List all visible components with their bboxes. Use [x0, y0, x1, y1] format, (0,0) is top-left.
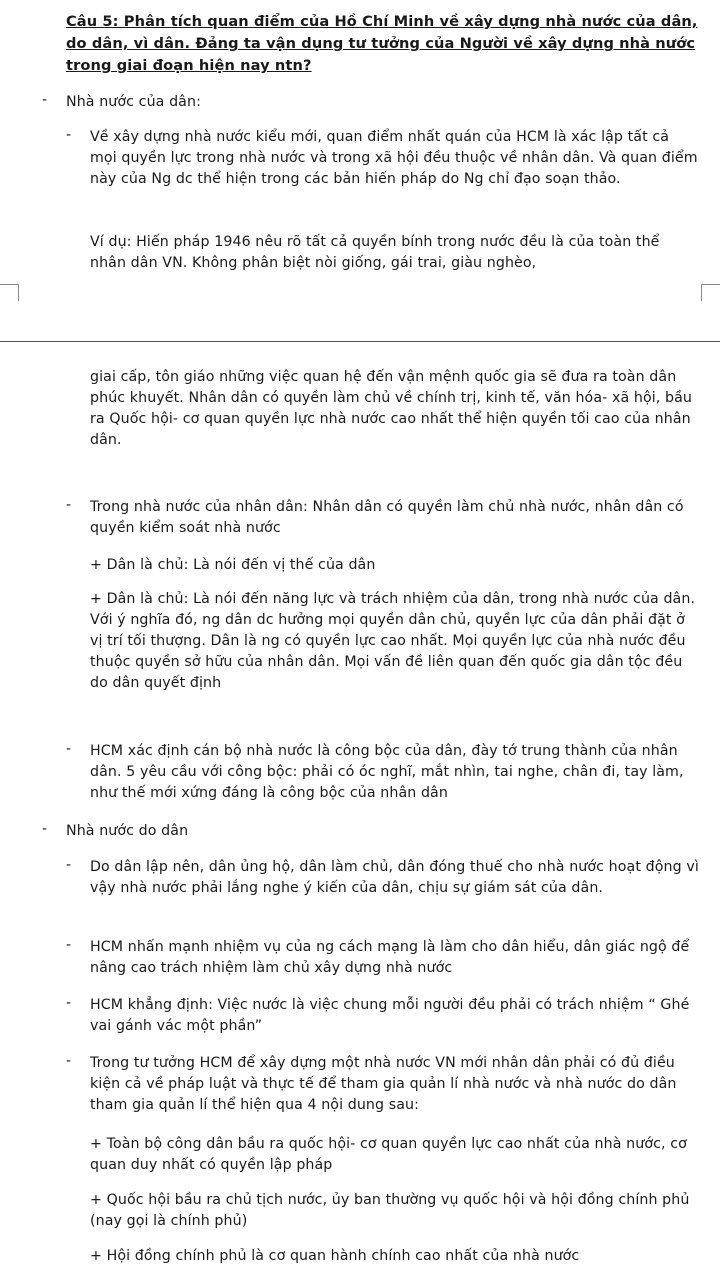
- paragraph: + Toàn bộ công dân bầu ra quốc hội- cơ quan quyền lực cao nhất của nhà nước, cơ quan duy nhất có quyền lập pháp: [90, 1136, 687, 1173]
- page-separator: [0, 341, 720, 342]
- paragraph: + Dân là chủ: Là nói đến vị thế của dân: [90, 557, 376, 573]
- bullet-dash: -: [66, 1053, 72, 1069]
- section-heading-do-dan: Nhà nước do dân: [66, 823, 189, 839]
- bullet-dash: -: [66, 995, 72, 1011]
- paragraph: HCM khẳng định: Việc nước là việc chung mỗi người đều phải có trách nhiệm “ Ghé vai gánh vác một phần”: [90, 997, 690, 1034]
- bullet-dash: -: [66, 497, 72, 513]
- question-title: Câu 5: Phân tích quan điểm của Hồ Chí Minh về xây dựng nhà nước của dân, do dân, vì dân. Đảng ta vận dụng tư tưởng của Người về xây dựng nhà nước trong giai đoạn hiện nay ntn?: [66, 13, 698, 74]
- paragraph-example: Ví dụ: Hiến pháp 1946 nêu rõ tất cả quyền bính trong nước đều là của toàn thể nhân dân VN. Không phân biệt nòi giống, gái trai, giàu nghèo,: [90, 234, 660, 271]
- paragraph: HCM xác định cán bộ nhà nước là công bộc của dân, đày tớ trung thành của nhân dân. 5 yêu cầu với công bộc: phải có óc nghĩ, mắt nhìn, tai nghe, chân đi, tay làm, như thế mới xứng đáng là công bộc của nhân dân: [90, 743, 684, 801]
- page-corner-mark: [0, 284, 19, 301]
- paragraph: HCM nhấn mạnh nhiệm vụ của ng cách mạng là làm cho dân hiểu, dân giác ngộ để nâng cao trách nhiệm làm chủ xây dựng nhà nước: [90, 939, 690, 976]
- page-gap: [0, 300, 720, 360]
- bullet-dash: -: [42, 821, 48, 837]
- document-page-2: [0, 360, 720, 1280]
- paragraph: Trong nhà nước của nhân dân: Nhân dân có quyền làm chủ nhà nước, nhân dân có quyền kiểm soát nhà nước: [90, 499, 684, 536]
- bullet-dash: -: [66, 127, 72, 143]
- paragraph: Về xây dựng nhà nước kiểu mới, quan điểm nhất quán của HCM là xác lập tất cả mọi quyền lực trong nhà nước và trong xã hội đều thuộc về nhân dân. Và quan điểm này của Ng dc thể hiện trong các bản hiến pháp do Ng chỉ đạo soạn thảo.: [90, 129, 698, 187]
- paragraph: + Dân là chủ: Là nói đến năng lực và trách nhiệm của dân, trong nhà nước của dân. Với ý nghĩa đó, ng dân dc hưởng mọi quyền dân chủ, quyền lực của dân phải đặt ở vị trí tối thượng. Dân là ng có quyền lực cao nhất. Mọi quyền lực của nhà nước đều thuộc quyền sở hữu của nhân dân. Mọi vấn đề liên quan đến quốc gia dân tộc đều do dân quyết định: [90, 591, 696, 691]
- document-page-1: [0, 0, 720, 300]
- bullet-dash: -: [66, 937, 72, 953]
- paragraph: + Quốc hội bầu ra chủ tịch nước, ủy ban thường vụ quốc hội và hội đồng chính phủ (nay gọi là chính phủ): [90, 1192, 690, 1229]
- section-heading-cua-dan: Nhà nước của dân:: [66, 94, 201, 110]
- paragraph: + Hội đồng chính phủ là cơ quan hành chính cao nhất của nhà nước: [90, 1248, 580, 1264]
- paragraph: Do dân lập nên, dân ủng hộ, dân làm chủ, dân đóng thuế cho nhà nước hoạt động vì vậy nhà nước phải lắng nghe ý kiến của dân, chịu sự giám sát của dân.: [90, 859, 699, 896]
- bullet-dash: -: [42, 92, 48, 108]
- bullet-dash: -: [66, 741, 72, 757]
- paragraph-example-cont: giai cấp, tôn giáo những việc quan hệ đến vận mệnh quốc gia sẽ đưa ra toàn dân phúc khuyết. Nhân dân có quyền làm chủ về chính trị, kinh tế, văn hóa- xã hội, bầu ra Quốc hội- cơ quan quyền lực nhà nước cao nhất thể hiện quyền tối cao của nhân dân.: [90, 369, 692, 448]
- paragraph: Trong tư tưởng HCM để xây dựng một nhà nước VN mới nhân dân phải có đủ điều kiện cả về pháp luật và thực tế để tham gia quản lí nhà nước và nhà nước do dân tham gia quản lí thể hiện qua 4 nội dung sau:: [90, 1055, 677, 1113]
- page-corner-mark: [701, 284, 720, 301]
- bullet-dash: -: [66, 857, 72, 873]
